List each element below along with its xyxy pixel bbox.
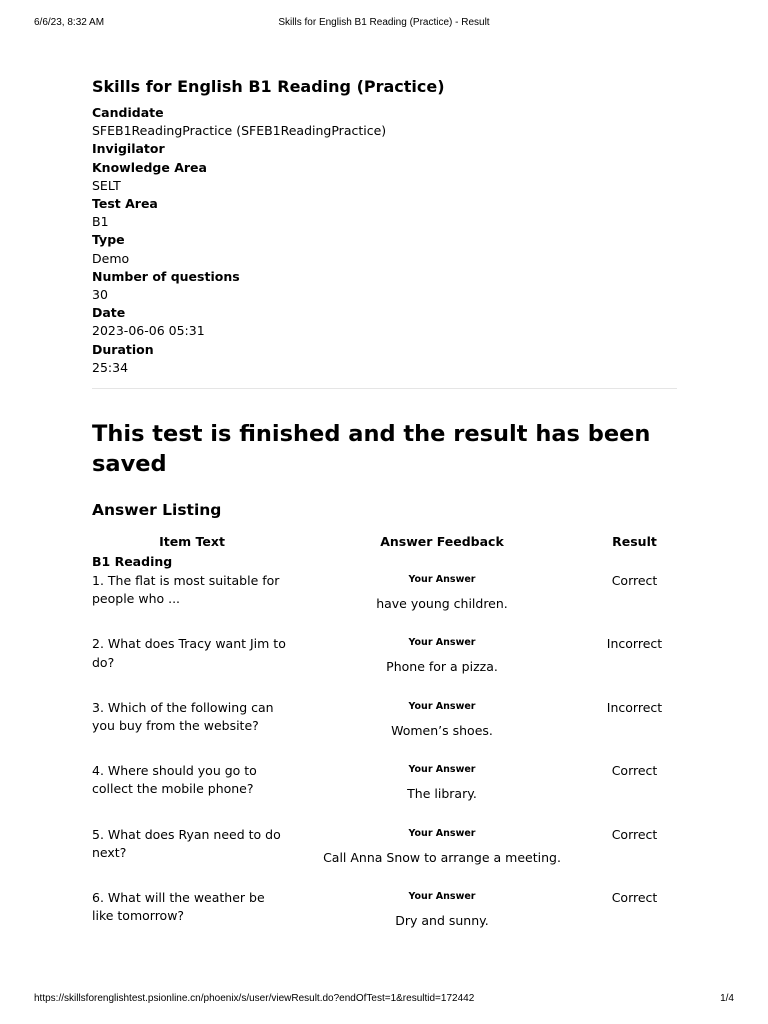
page-title: Skills for English B1 Reading (Practice) [92,77,445,96]
your-answer-label: Your Answer [408,637,476,649]
detail-value-candidate: SFEB1ReadingPractice (SFEB1ReadingPractice) [92,123,387,139]
answer-table-header [92,528,677,554]
detail-label-invigilator: Invigilator [92,141,165,157]
detail-value-type: Demo [92,250,130,266]
table-row [92,569,677,632]
detail-label-number-of-questions: Number of questions [92,268,240,284]
detail-value-duration: 25:34 [92,359,129,375]
detail-value-number-of-questions: 30 [92,287,108,303]
question-text: 1. The flat is most suitable for people who ... [92,573,280,607]
table-row [92,759,677,822]
detail-label-knowledge-area: Knowledge Area [92,159,207,175]
answer-table [92,528,677,949]
question-text: 2. What does Tracy want Jim to do? [92,636,286,670]
detail-value-date: 2023-06-06 05:31 [92,323,205,339]
your-answer-label: Your Answer [408,574,476,586]
detail-label-test-area: Test Area [92,196,158,212]
answer-feedback [292,759,592,822]
given-answer: Dry and sunny. [395,913,489,928]
table-row [92,696,677,759]
page-indicator: 1/4 [720,993,734,1004]
column-header-result: Result [612,533,657,549]
result-value: Correct [611,573,658,589]
detail-label-duration: Duration [92,341,154,357]
section-row [92,554,677,569]
print-page-title: Skills for English B1 Reading (Practice) - Result [278,17,490,28]
column-header-answer-feedback: Answer Feedback [380,533,504,549]
result-value: Incorrect [606,699,663,715]
question-text: 6. What will the weather be like tomorrow? [92,890,265,924]
detail-value-test-area: B1 [92,214,109,230]
answer-feedback [292,696,592,759]
page-url: https://skillsforenglishtest.psionline.cn/phoenix/s/user/viewResult.do?endOfTest=1&resultid=172442 [34,993,475,1004]
column-header-item-text: Item Text [159,533,225,549]
given-answer: Phone for a pizza. [386,659,498,675]
section-title: B1 Reading [92,554,173,570]
given-answer: Women’s shoes. [391,722,493,738]
answer-listing-title: Answer Listing [92,501,222,520]
print-footer [34,993,734,1004]
given-answer: Call Anna Snow to arrange a meeting. [323,849,561,865]
section-divider [92,388,677,389]
print-header [34,17,734,28]
detail-label-type: Type [92,232,125,248]
detail-value-knowledge-area: SELT [92,177,121,193]
test-details [92,104,677,377]
answer-feedback [292,823,592,886]
result-value: Correct [611,763,658,779]
table-row [92,823,677,886]
answer-feedback [292,886,592,949]
result-value: Correct [611,890,658,905]
finished-message: This test is finished and the result has been saved [92,421,651,478]
answer-feedback [292,632,592,695]
given-answer: The library. [407,786,477,802]
your-answer-label: Your Answer [408,827,476,839]
answer-feedback [292,569,592,632]
detail-label-date: Date [92,305,126,321]
result-content [92,76,677,949]
result-value: Incorrect [606,636,663,652]
table-row [92,632,677,695]
table-row [92,886,677,949]
question-text: 5. What does Ryan need to do next? [92,826,281,860]
detail-label-candidate: Candidate [92,105,164,120]
given-answer: have young children. [376,596,508,612]
your-answer-label: Your Answer [408,700,476,712]
your-answer-label: Your Answer [408,764,476,776]
your-answer-label: Your Answer [408,891,476,902]
question-text: 4. Where should you go to collect the mobile phone? [92,763,257,797]
question-text: 3. Which of the following can you buy from the website? [92,699,274,734]
result-value: Correct [611,826,658,842]
print-datetime: 6/6/23, 8:32 AM [34,17,105,28]
